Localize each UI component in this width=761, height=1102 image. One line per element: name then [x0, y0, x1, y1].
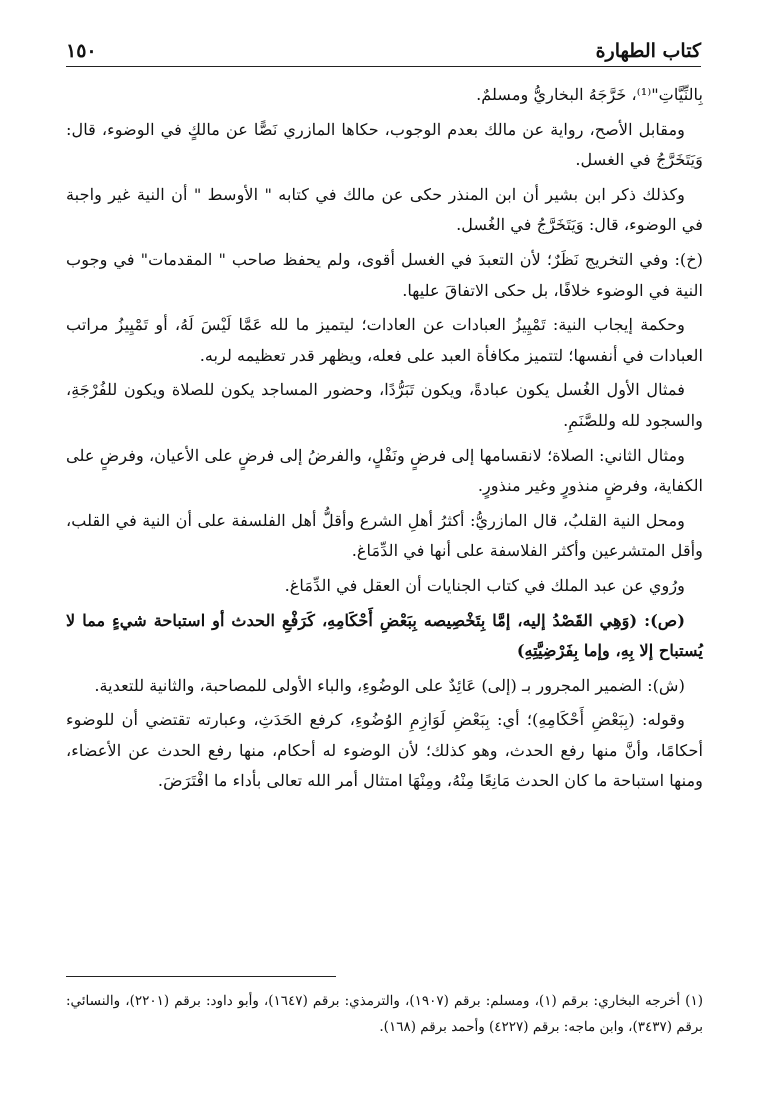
paragraph: ومقابل الأصح، رواية عن مالك بعدم الوجوب، حكاها المازري نَصًّا عن مالكٍ في الوضوء، قال: وَيَتَخَرَّجُ في الغسل.	[66, 119, 703, 170]
main-text	[66, 80, 703, 801]
paragraph: (ش): الضمير المجرور بـ (إلى) عَائِدٌ على الوضُوءِ، والباء الأولى للمصاحبة، والثانية للتعدية.	[94, 675, 685, 695]
running-title: كتاب الطهارة	[595, 40, 701, 62]
paragraph: (خ): وفي التخريج نَظَرٌ؛ لأن التعبدَ في الغسل أقوى، ولم يحفظ صاحب " المقدمات" في وجوب النية في الوضوء خلافًا، بل حكى الاتفاقَ عليها.	[66, 249, 703, 300]
paragraph: ومحل النية القلبُ، قال المازريُّ: أكثرُ أهلِ الشرع وأقلُّ أهل الفلسفة على أن النية في القلب، وأقل المتشرعين وأكثر الفلاسفة على أنها في الدِّمَاغ.	[66, 510, 703, 561]
paragraph: بِالنِّيَّاتِ"⁽¹⁾، خَرَّجَهُ البخاريُّ ومسلمٌ.	[476, 85, 703, 104]
footnotes	[66, 988, 703, 1040]
matn-quote: (ص): (وَهِي القَصْدُ إليه، إمَّا بِتَخْصِيصه بِبَعْضِ أَحْكَامِهِ، كَرَفْعِ الحدث أو استباحة شيءٍ مما لا يُستباح إلا بِهِ، وإما بِفَرْضِيَّتِهِ)	[66, 610, 703, 661]
page-number: ١٥٠	[66, 40, 97, 62]
paragraph: ومثال الثاني: الصلاة؛ لانقسامها إلى فرضٍ ونَفْلٍ، والفرضُ إلى فرضٍ على الأعيان، وفرضٍ على الكفاية، وفرضٍ منذورٍ وغير منذورٍ.	[66, 445, 703, 496]
paragraph: وحكمة إيجاب النية: تَمْيِيزُ العبادات عن العادات؛ ليتميز ما لله عَمَّا لَيْسَ لَهُ، أو تَمْيِيزُ مراتب العبادات في أنفسها؛ لتتميز مكافأة العبد على فعله، ويظهر قدر تعظيمه لربه.	[66, 315, 703, 365]
footnote: (١) أخرجه البخاري: برقم (١)، ومسلم: برقم (١٩٠٧)، والترمذي: برقم (١٦٤٧)، وأبو داود: برقم (٢٢٠١)، والنسائي: برقم (٣٤٣٧)، وابن ماجه: برقم (٤٢٢٧) وأحمد برقم (١٦٨).	[66, 993, 703, 1035]
paragraph: ورُوي عن عبد الملك في كتاب الجنايات أن العقل في الدِّمَاغ.	[284, 575, 685, 595]
page-header	[66, 34, 701, 67]
paragraph: وقوله: (بِبَعْضِ أَحْكَامِهِ)؛ أي: بِبَعْضِ لَوَازِمِ الوُضُوءِ، كرفع الحَدَثِ، وعبارته تقتضي أن للوضوء أحكامًا، وأنَّ منها رفع الحدث، وهو كذلك؛ لأن الوضوء له أحكام، منها رفع الحدث عن الأعضاء، ومنها استباحة ما كان الحدث مَانِعًا مِنْهُ، ومِنْهَا امتثال أمر الله تعالى بأداء ما افْتَرَضَ.	[66, 710, 703, 791]
footnote-divider	[66, 976, 336, 977]
paragraph: وكذلك ذكر ابن بشير أن ابن المنذر حكى عن مالك في كتابه " الأوسط " أن النية غير واجبة في الوضوء، قال: وَيَتَخَرَّجُ في الغُسل.	[66, 184, 703, 235]
paragraph: فمثال الأول الغُسل يكون عبادةً، ويكون تَبَرُّدًا، وحضور المساجد يكون للصلاة ويكون للفُرْجَةِ، والسجود لله وللصَّنَمِ.	[66, 380, 703, 430]
